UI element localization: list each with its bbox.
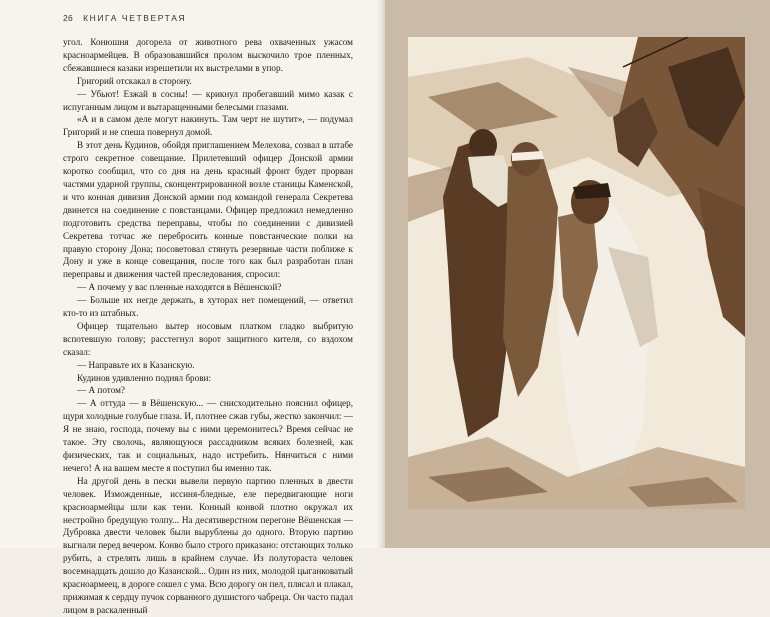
running-head: [63, 13, 186, 25]
paragraph: Кудинов удивленно поднял брови:: [77, 372, 212, 383]
paragraph: — А оттуда — в Вёшенскую... — снисходительно пояснил офицер, щуря холодные голубые глаза. И, плотнее сжав губы, жестко закончил: — Я не знаю, господа, почему вы с ними церемонитесь? Время сейчас не такое. Эту сволочь, являющуюся рассадником всяких болезней, как физических, так и социальных, надо истребить. Нянчиться с ними нечего! А на вашем месте я поступил бы именно так.: [63, 398, 353, 473]
paragraph: — Направьте их в Казанскую.: [77, 359, 195, 370]
paragraph: — Больше их негде держать, в хуторах нет помещений, — ответил кто-то из штабных.: [63, 295, 353, 319]
illustration: [408, 37, 745, 509]
paragraph: В этот день Кудинов, обойдя приглашением Мелехова, созвал в штабе строго секретное совещание. Прилетевший офицер Донской армии коротко сообщил, что со дня на день красный фронт будет прорван частями ударной группы, сконцентрированной возле станицы Каменской, и что конная дивизия Донской армии под командой генерала Секретева двинется на соединение с повстанцами. Офицер предложил немедленно подготовить средства переправы, чтобы по соединении с дивизией Секретева тотчас же перебросить конные повстанческие полки на правую сторону Дона; посоветовал стянуть резервные части поближе к Дону и уже в конце совещания, после того как был разработан план переправы и движения частей преследования, спросил:: [63, 140, 353, 280]
page-number: 26: [63, 13, 74, 23]
paragraph: — А потом?: [77, 385, 126, 396]
paragraph: — Убьют! Езжай в сосны! — крикнул пробегавший мимо казак с испуганным лицом и вытаращенными белесыми глазами.: [63, 88, 353, 112]
paragraph: — А почему у вас пленные находятся в Вёшенской?: [77, 282, 282, 293]
paragraph: угол. Конюшня догорела от животного рева охваченных ужасом красноармейцев. В образовавшийся пролом выскочило трое пленных, сбежавшиеся казаки изрешетили их выстрелами в упор.: [63, 37, 353, 73]
book-part-title: КНИГА ЧЕТВЕРТАЯ: [83, 13, 187, 23]
paragraph: Офицер тщательно вытер носовым платком гладко выбритую вспотевшую голову; расстегнул ворот защитного кителя, со вздохом сказал:: [63, 320, 353, 357]
illustration-artwork: [408, 37, 745, 509]
body-text: [63, 36, 353, 617]
left-page: [0, 0, 382, 615]
paragraph: «А и в самом деле могут накинуть. Там черт не шутит», — подумал Григорий и не спеша повернул домой.: [63, 114, 353, 138]
paragraph: Григорий отскакал в сторону.: [77, 75, 192, 86]
paragraph: На другой день в пески вывели первую партию пленных в двести человек. Изможденные, иссиня-бледные, еле передвигающие ноги красноармейцы шли как тени. Конный конвой плотно окружал их нестройно бредущую толпу... На десятиверстном перегоне Вёшенская — Дубровка двести человек были вырублены до одного. Вторую партию выгнали перед вечером. Конво было строго приказано: отстающих только рубить, а стрелять лишь в крайнем случае. Из полутораста человек восемнадцать дошло до Казанской... Один из них, молодой цыганковатый красноармеец, в дороге сошел с ума. Всю дорогу он пел, плясал и плакал, прижимая к сердцу пучок сорванного душистого чабреца. Он часто падал лицом в раскаленный: [63, 475, 353, 615]
